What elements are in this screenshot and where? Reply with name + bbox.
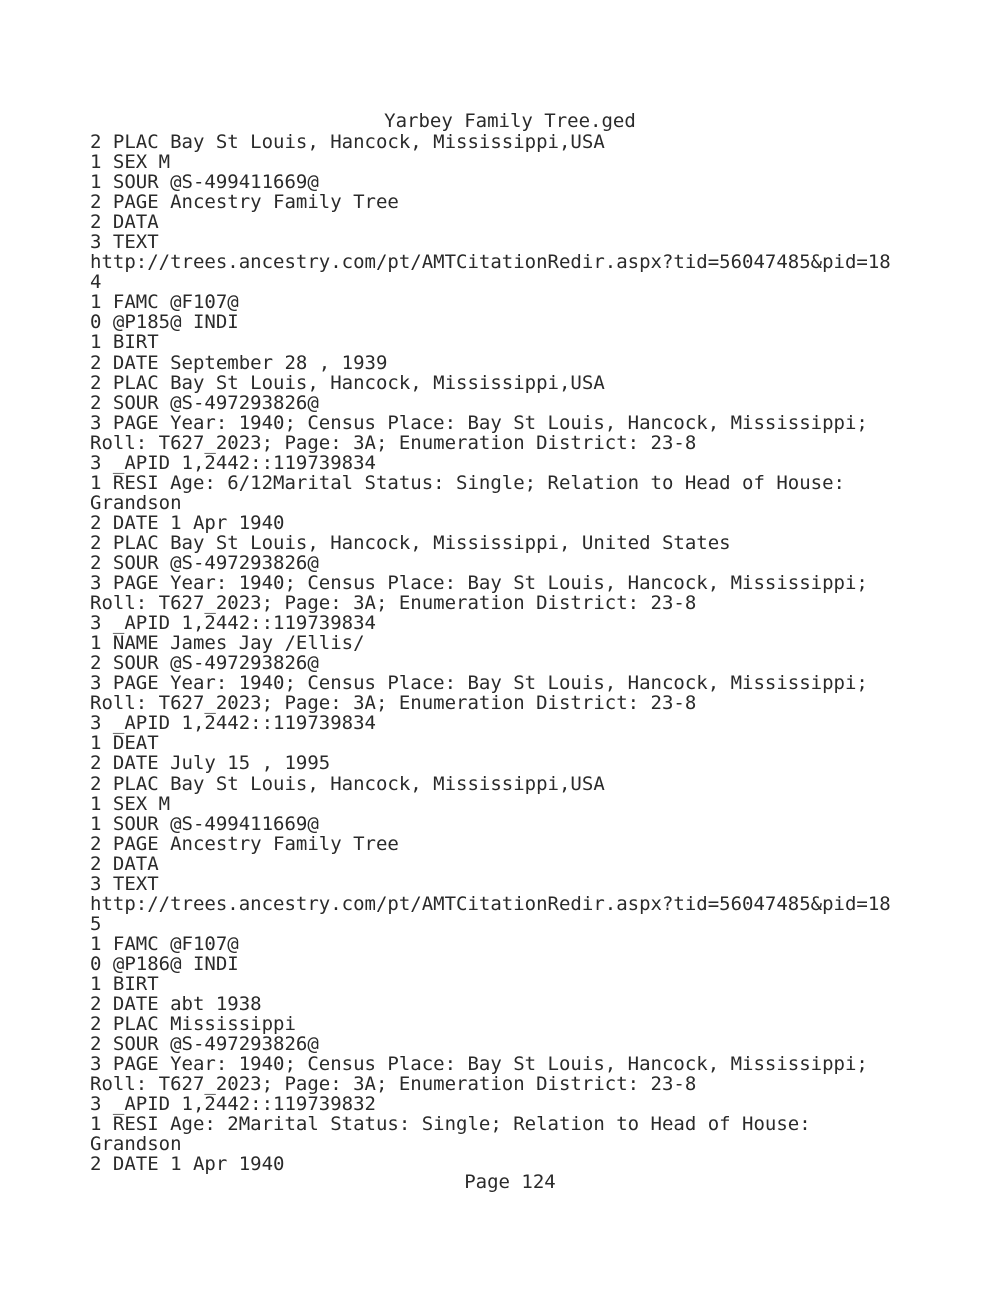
ged-line: 1 SOUR @S-499411669@: [90, 171, 319, 194]
document-title: Yarbey Family Tree.ged: [384, 110, 636, 132]
ged-line: 2 DATE 1 Apr 1940: [90, 1153, 285, 1176]
ged-line: 1 FAMC @F107@: [90, 291, 239, 314]
ged-line: 3 TEXT: [90, 231, 159, 254]
ged-line: 3 _APID 1,2442::119739834: [90, 451, 376, 474]
ged-line: 1 SEX M: [90, 151, 171, 174]
ged-line: 2 DATA: [90, 852, 159, 875]
ged-line: Roll: T627_2023; Page: 3A; Enumeration District: 23-8: [90, 1073, 697, 1096]
ged-line: 3 PAGE Year: 1940; Census Place: Bay St Louis, Hancock, Mississippi;: [90, 572, 868, 595]
ged-line: 1 NAME James Jay /Ellis/: [90, 632, 365, 655]
ged-line: 2 DATA: [90, 211, 159, 234]
ged-line: 2 PLAC Bay St Louis, Hancock, Mississippi,USA: [90, 772, 605, 795]
ged-line: 5: [90, 912, 102, 935]
ged-line: 3 _APID 1,2442::119739832: [90, 1093, 376, 1116]
ged-line: 1 SOUR @S-499411669@: [90, 812, 319, 835]
ged-line: http://trees.ancestry.com/pt/AMTCitationRedir.aspx?tid=56047485&pid=18: [90, 892, 891, 915]
ged-line: 2 PLAC Bay St Louis, Hancock, Mississippi,USA: [90, 131, 605, 153]
page-number: Page 124: [464, 1171, 556, 1193]
ged-line: 2 PAGE Ancestry Family Tree: [90, 832, 399, 855]
document-body: [90, 132, 891, 1174]
ged-line: 2 SOUR @S-497293826@: [90, 652, 319, 675]
ged-line: Grandson: [90, 491, 182, 514]
ged-line: 3 TEXT: [90, 872, 159, 895]
ged-line: 0 @P185@ INDI: [90, 311, 239, 334]
ged-line: 1 SEX M: [90, 792, 171, 815]
ged-line: 2 DATE 1 Apr 1940: [90, 511, 285, 534]
ged-line: 2 SOUR @S-497293826@: [90, 1033, 319, 1056]
ged-line: 2 SOUR @S-497293826@: [90, 391, 319, 414]
ged-line: 3 PAGE Year: 1940; Census Place: Bay St Louis, Hancock, Mississippi;: [90, 411, 868, 434]
ged-line: 3 PAGE Year: 1940; Census Place: Bay St Louis, Hancock, Mississippi;: [90, 672, 868, 695]
ged-line: 1 BIRT: [90, 972, 159, 995]
ged-line: 1 RESI Age: 2Marital Status: Single; Relation to Head of House:: [90, 1113, 811, 1136]
ged-line: 2 DATE July 15 , 1995: [90, 752, 331, 775]
ged-line: 3 _APID 1,2442::119739834: [90, 712, 376, 735]
ged-line: 2 DATE abt 1938: [90, 993, 262, 1016]
ged-line: 2 PLAC Bay St Louis, Hancock, Mississippi,USA: [90, 371, 605, 394]
ged-line: 2 PLAC Bay St Louis, Hancock, Mississippi, United States: [90, 531, 731, 554]
ged-line: 2 DATE September 28 , 1939: [90, 351, 388, 374]
ged-line: Roll: T627_2023; Page: 3A; Enumeration District: 23-8: [90, 592, 697, 615]
ged-line: Roll: T627_2023; Page: 3A; Enumeration District: 23-8: [90, 431, 697, 454]
ged-line: Grandson: [90, 1133, 182, 1156]
ged-line: 2 SOUR @S-497293826@: [90, 551, 319, 574]
ged-line: Roll: T627_2023; Page: 3A; Enumeration District: 23-8: [90, 692, 697, 715]
ged-line: 1 BIRT: [90, 331, 159, 354]
ged-line: 2 PAGE Ancestry Family Tree: [90, 191, 399, 214]
ged-line: 1 RESI Age: 6/12Marital Status: Single; Relation to Head of House:: [90, 471, 845, 494]
ged-line: 2 PLAC Mississippi: [90, 1013, 296, 1036]
ged-line: 4: [90, 271, 102, 294]
ged-line: 3 _APID 1,2442::119739834: [90, 612, 376, 635]
ged-line: 0 @P186@ INDI: [90, 952, 239, 975]
ged-line: 1 FAMC @F107@: [90, 932, 239, 955]
ged-line: http://trees.ancestry.com/pt/AMTCitationRedir.aspx?tid=56047485&pid=18: [90, 251, 891, 274]
ged-line: 3 PAGE Year: 1940; Census Place: Bay St Louis, Hancock, Mississippi;: [90, 1053, 868, 1076]
ged-line: 1 DEAT: [90, 732, 159, 755]
